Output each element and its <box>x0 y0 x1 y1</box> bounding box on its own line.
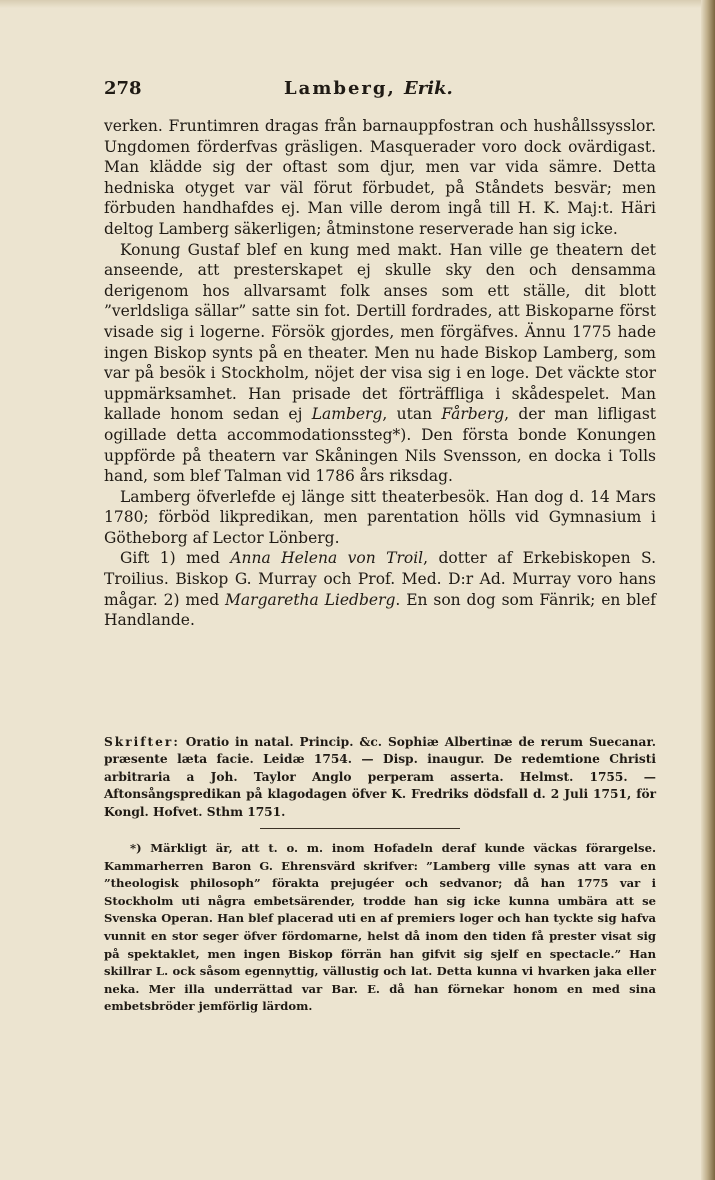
page-header <box>104 78 656 108</box>
paragraph-2-text-c: , der man lifligast ogillade detta accommodationssteg*). Den första bonde Konungen uppförde på theatern var Skåningen Nils Svensson, en docka i Tolls hand, som blef Talman vid 1786 års riksdag. <box>104 405 656 486</box>
writings-label: Skrifter: <box>104 735 180 749</box>
paragraph-2-text-b: , utan <box>382 405 442 424</box>
footnote: *) Märkligt är, att t. o. m. inom Hofadeln deraf kunde väckas förargelse. Kammarherren Baron G. Ehrensvärd skrifver: ”Lamberg ville synas att vara en ”theologisk philosoph” förakta prejugéer och sedvanor; då han 1775 var i Stockholm uti några embetsärender, trodde han sig icke kunna umbära att se Svenska Operan. Han blef placerad uti en af premiers loger och han tyckte sig hafva vunnit en stor seger öfver fördomarne, helst då inom den tiden få prester visat sig på spektaklet, men ingen Biskop förrän han gifvit sig sjelf en spectacle.” Han skillrar L. ock såsom egennyttig, vällustig och lat. Detta kunna vi hvarken jaka eller neka. Mer illa underrättad var Bar. E. då han förnekar honom en med sina embetsbröder jemförlig lärdom. <box>104 841 656 1014</box>
running-head <box>284 78 453 99</box>
running-head-name: Lamberg, <box>284 78 396 99</box>
paragraph-4-italic-wife-2: Margaretha Liedberg <box>225 590 396 609</box>
page-binding-edge <box>701 0 715 1180</box>
footnote-divider <box>260 828 460 829</box>
paragraph-2 <box>104 240 656 487</box>
paragraph-2-italic-farberg: Fårberg <box>441 405 505 424</box>
paragraph-4-italic-wife-1: Anna Helena von Troil <box>230 549 424 568</box>
paragraph-1: verken. Fruntimren dragas från barnauppfostran och hushållssysslor. Ungdomen förderfvas gräsligen. Masquerader voro dock ovärdigast. Man klädde sig der oftast som djur, men var vida sämre. Detta hedniska otyget var väl förut förbudet, på Ståndets besvär; men förbuden handhafdes ej. Man ville derom ingå till H. K. Maj:t. Häri deltog Lamberg säkerligen; åtminstone reserverade han sig icke. <box>104 117 656 238</box>
paragraph-2-italic-lamberg: Lamberg <box>311 405 383 424</box>
page-number: 278 <box>104 78 142 99</box>
main-text <box>104 116 656 631</box>
paragraph-4-text-c: . En son dog som Fänrik; en blef Handlande. <box>104 590 657 630</box>
paragraph-4-text-a: Gift 1) med <box>120 549 231 568</box>
paragraph-4-text-b: , dotter af Erkebiskopen S. Troilius. Biskop G. Murray och Prof. Med. D:r Ad. Murray voro hans mågar. 2) med <box>104 549 656 609</box>
page-top-edge <box>0 0 715 8</box>
paragraph-2-text-a: Konung Gustaf blef en kung med makt. Han ville ge theatern det anseende, att presterskapet ej skulle sky den och densamma derigenom hos allvarsamt folk anses som ett ställe, dit blott ”verldsliga sällar” satte sin fot. Dertill fordrades, att Biskoparne först visade sig i logerne. Försök gjordes, men förgäfves. Ännu 1775 hade ingen Biskop synts på en theater. Men nu hade Biskop Lamberg, som var på besök i Stockholm, nöjet der visa sig i en loge. Det väckte stor uppmärksamhet. Han prisade det förträffliga i skådespelet. Man kallade honom sedan ej <box>104 240 656 424</box>
writings-list <box>104 734 656 821</box>
paragraph-4 <box>104 548 656 630</box>
paragraph-3: Lamberg öfverlefde ej länge sitt theaterbesök. Han dog d. 14 Mars 1780; förböd likpredikan, men parentation hölls vid Gymnasium i Götheborg af Lector Lönberg. <box>104 487 656 547</box>
writings-text: Oratio in natal. Princip. &c. Sophiæ Albertinæ de rerum Suecanar. præsente læta facie. Leidæ 1754. — Disp. inaugur. De redemtione Christi arbitraria a Joh. Taylor Anglo perperam asserta. Helmst. 1755. — Aftonsångspredikan på klagodagen öfver K. Fredriks dödsfall d. 2 Juli 1751, för Kongl. Hofvet. Sthm 1751. <box>104 735 656 819</box>
running-head-given: Erik. <box>404 78 453 99</box>
